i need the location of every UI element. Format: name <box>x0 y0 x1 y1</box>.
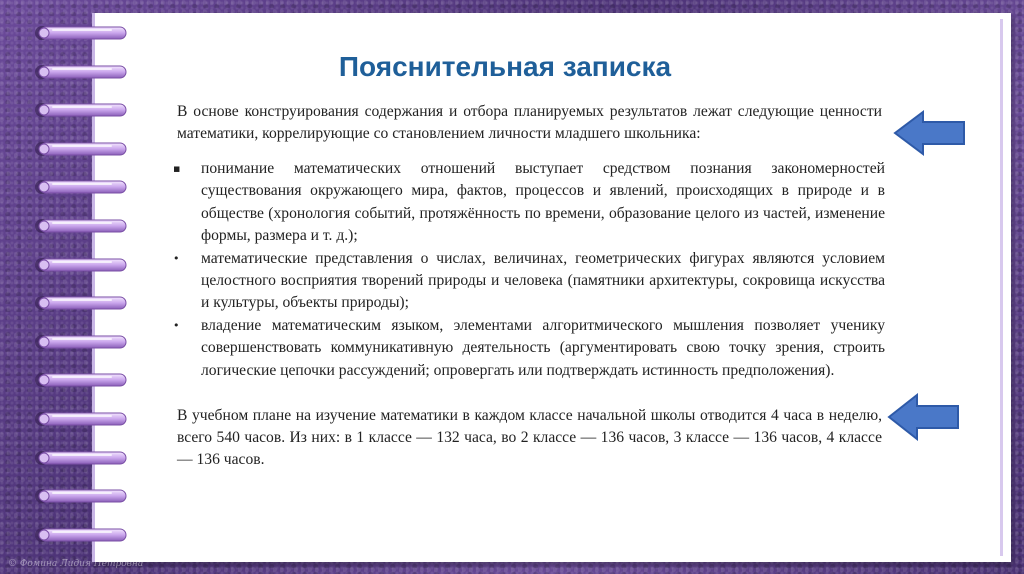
bullet-marker: ▪ <box>173 162 181 175</box>
list-item <box>173 315 885 382</box>
spiral-ring-icon <box>30 176 130 198</box>
bullet-text: понимание математических отношений выступает средством познания закономерностей существования окружающего мира, фактов, процессов и явлений, происходящих в природе и в обществе (хронология событий, протяжённость по времени, образование целого из частей, изменение формы, размера и т. д.); <box>201 160 885 245</box>
spiral-ring-icon <box>30 254 130 276</box>
spiral-ring-icon <box>30 99 130 121</box>
left-arrow-icon <box>893 110 967 156</box>
spiral-ring-icon <box>30 408 130 430</box>
bullet-text: математические представления о числах, величинах, геометрических фигурах являются условием целостного восприятия творений природы и человека (памятники архитектуры, сокровища искусства и культуры, объекты природы); <box>201 249 885 312</box>
bullet-list <box>173 158 885 382</box>
spiral-ring-icon <box>30 447 130 469</box>
list-item <box>173 158 885 248</box>
closing-paragraph: В учебном плане на изучение математики в каждом классе начальной школы отводится 4 часа в неделю, всего 540 часов. Из них: в 1 классе — 132 часа, во 2 классе — 136 часов, 3 классе — 136 часов, 4 классе — 136 часов. <box>177 407 882 468</box>
slide-page <box>92 13 1011 562</box>
spiral-ring-icon <box>30 331 130 353</box>
spiral-ring-icon <box>30 485 130 507</box>
spiral-ring-icon <box>30 369 130 391</box>
bullet-marker: • <box>173 251 180 265</box>
list-item <box>173 248 885 315</box>
spiral-ring-icon <box>30 138 130 160</box>
spiral-ring-icon <box>30 215 130 237</box>
intro-paragraph: В основе конструирования содержания и отбора планируемых результатов лежат следующие ценности математики, коррелирующие со становлением личности младшего школьника: <box>177 103 882 142</box>
bullet-text: владение математическим языком, элементами алгоритмического мышления позволяет ученику совершенствовать коммуникативную деятельность (аргументировать свою точку зрения, строить логические цепочки рассуждений; опровергать или подтверждать истинность предположения). <box>201 316 885 379</box>
slide-title: Пояснительная записка <box>338 51 672 82</box>
left-arrow-icon <box>887 393 961 441</box>
spiral-ring-icon <box>30 524 130 546</box>
spiral-ring-icon <box>30 22 130 44</box>
copyright-text: © Фомина Лидия Петровна <box>8 559 144 569</box>
bullet-marker: • <box>173 318 180 332</box>
page-edge <box>1000 19 1003 556</box>
spiral-ring-icon <box>30 61 130 83</box>
spiral-ring-icon <box>30 292 130 314</box>
